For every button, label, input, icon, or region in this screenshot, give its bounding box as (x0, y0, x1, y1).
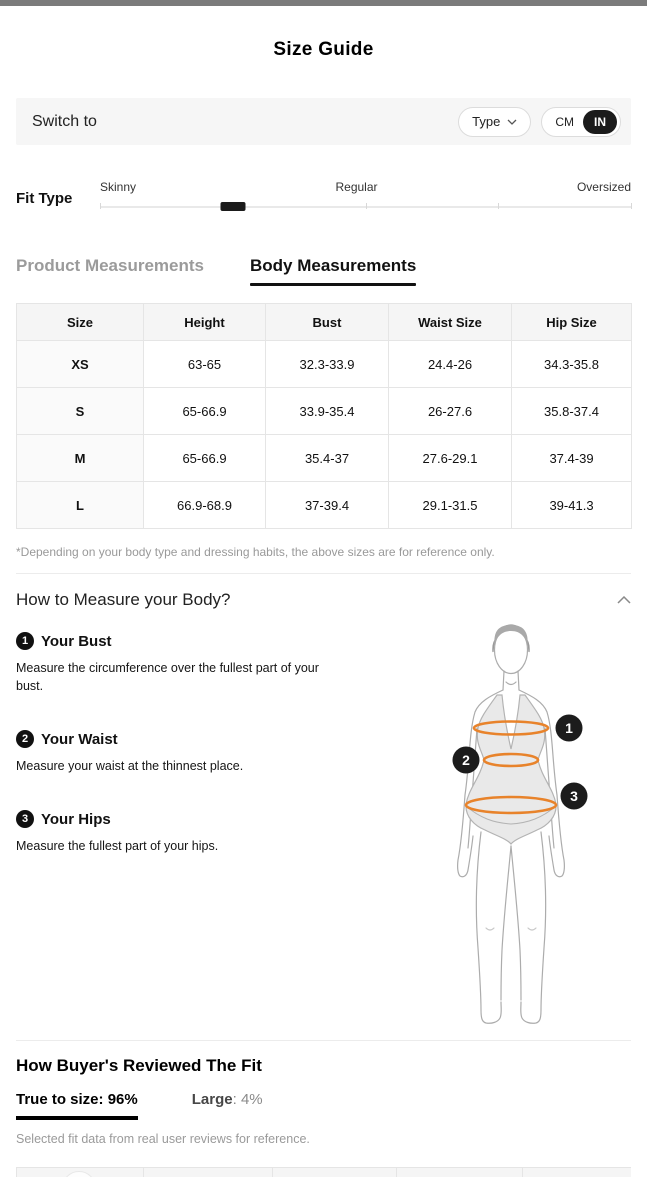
section-divider (16, 573, 631, 574)
col-header-height: Height (144, 304, 266, 341)
step-2-description: Measure your waist at the thinnest place. (16, 759, 244, 774)
cell-height: 65-66.9 (144, 435, 266, 482)
cell-height: 66.9-68.9 (144, 482, 266, 529)
fit-option-regular[interactable]: Regular (335, 180, 378, 194)
cell-waist: 26-27.6 (389, 388, 512, 435)
size-table (16, 303, 632, 529)
stat-large[interactable] (192, 1091, 263, 1108)
measure-section-title: How to Measure your Body? (16, 590, 231, 609)
stat-label: True to size (16, 1091, 99, 1108)
page-title: Size Guide (273, 39, 374, 60)
unit-toggle[interactable] (541, 107, 621, 137)
fit-type-slider-handle[interactable] (220, 202, 245, 211)
fit-option-skinny[interactable]: Skinny (100, 180, 137, 194)
section-divider (16, 1040, 631, 1041)
cell-size: S (17, 388, 144, 435)
cell-bust: 32.3-33.9 (266, 341, 389, 388)
list-item (16, 810, 350, 855)
stat-true-to-size[interactable] (16, 1091, 138, 1120)
cell-waist: 29.1-31.5 (389, 482, 512, 529)
female-body-measurement-figure (424, 610, 631, 1030)
col-header-bust: Bust (266, 304, 389, 341)
cell-size: L (17, 482, 144, 529)
measurement-tabs (16, 256, 631, 286)
cell-bust: 37-39.4 (266, 482, 389, 529)
type-dropdown-label: Type (472, 114, 501, 129)
stat-label: Large (191, 1091, 233, 1108)
chevron-up-icon[interactable] (617, 596, 631, 604)
switch-controls (458, 107, 621, 137)
step-1-description: Measure the circumference over the fullest part of your bust. (16, 661, 319, 694)
step-3-title: Your Hips (41, 810, 111, 828)
fit-data-note: Selected fit data from real user reviews for reference. (16, 1132, 310, 1146)
unit-option-in[interactable]: IN (583, 110, 617, 134)
cell-bust: 35.4-37 (266, 435, 389, 482)
fit-type-options (100, 180, 631, 194)
measure-section-body (16, 610, 631, 1040)
list-item (16, 730, 350, 775)
fit-option-oversized[interactable]: Oversized (576, 180, 631, 194)
cell-size: XS (17, 341, 144, 388)
step-1-title: Your Bust (41, 632, 112, 650)
chevron-down-icon (507, 119, 517, 125)
unit-option-cm[interactable]: CM (555, 114, 574, 129)
table-row (17, 388, 632, 435)
step-1-badge: 1 (16, 632, 34, 650)
step-2-badge: 2 (16, 730, 34, 748)
cell-waist: 27.6-29.1 (389, 435, 512, 482)
stat-value: 4% (240, 1091, 263, 1108)
fit-type-slider[interactable] (100, 175, 631, 219)
tab-label: Product Measurements (16, 256, 204, 275)
table-header-row (17, 304, 632, 341)
col-header-waist: Waist Size (389, 304, 512, 341)
col-header-hip: Hip Size (512, 304, 632, 341)
slider-tick (366, 203, 367, 209)
cell-height: 65-66.9 (144, 388, 266, 435)
cell-hip: 35.8-37.4 (512, 388, 632, 435)
top-bar (0, 0, 647, 6)
stat-value: 96% (107, 1091, 138, 1108)
step-3-badge: 3 (16, 810, 34, 828)
figure-badge-1-number: 1 (565, 720, 573, 736)
slider-tick (631, 203, 632, 209)
partial-table-peek (16, 1167, 631, 1177)
figure-badge-2-number: 2 (462, 752, 470, 768)
cell-hip: 39-41.3 (512, 482, 632, 529)
measure-items (16, 610, 350, 856)
table-row (17, 482, 632, 529)
size-disclaimer: *Depending on your body type and dressing habits, the above sizes are for reference only. (16, 545, 495, 559)
tab-body-measurements[interactable] (250, 256, 416, 286)
tab-label: Body Measurements (250, 256, 417, 275)
fit-review-stats (16, 1091, 631, 1120)
cell-waist: 24.4-26 (389, 341, 512, 388)
cell-bust: 33.9-35.4 (266, 388, 389, 435)
tab-underline (16, 283, 204, 286)
switch-to-label: Switch to (32, 112, 97, 130)
cell-hip: 34.3-35.8 (512, 341, 632, 388)
fit-type-label: Fit Type (16, 190, 73, 207)
stat-separator: : (98, 1091, 108, 1108)
list-item (16, 632, 350, 695)
measure-section-header[interactable] (16, 590, 631, 610)
switch-bar (16, 98, 631, 145)
table-row (17, 341, 632, 388)
slider-tick (100, 203, 101, 209)
col-header-size: Size (17, 304, 144, 341)
tab-product-measurements[interactable] (16, 256, 204, 286)
fit-type-section (16, 175, 631, 219)
type-dropdown[interactable] (458, 107, 531, 137)
cell-height: 63-65 (144, 341, 266, 388)
tab-underline (250, 283, 416, 286)
step-2-title: Your Waist (41, 730, 118, 748)
table-row (17, 435, 632, 482)
cell-size: M (17, 435, 144, 482)
figure-badge-3-number: 3 (570, 788, 578, 804)
cell-hip: 37.4-39 (512, 435, 632, 482)
slider-tick (498, 203, 499, 209)
step-3-description: Measure the fullest part of your hips. (16, 839, 219, 854)
review-section-title: How Buyer's Reviewed The Fit (16, 1056, 262, 1075)
stat-separator: : (232, 1091, 241, 1108)
swimsuit-shape (466, 695, 556, 844)
